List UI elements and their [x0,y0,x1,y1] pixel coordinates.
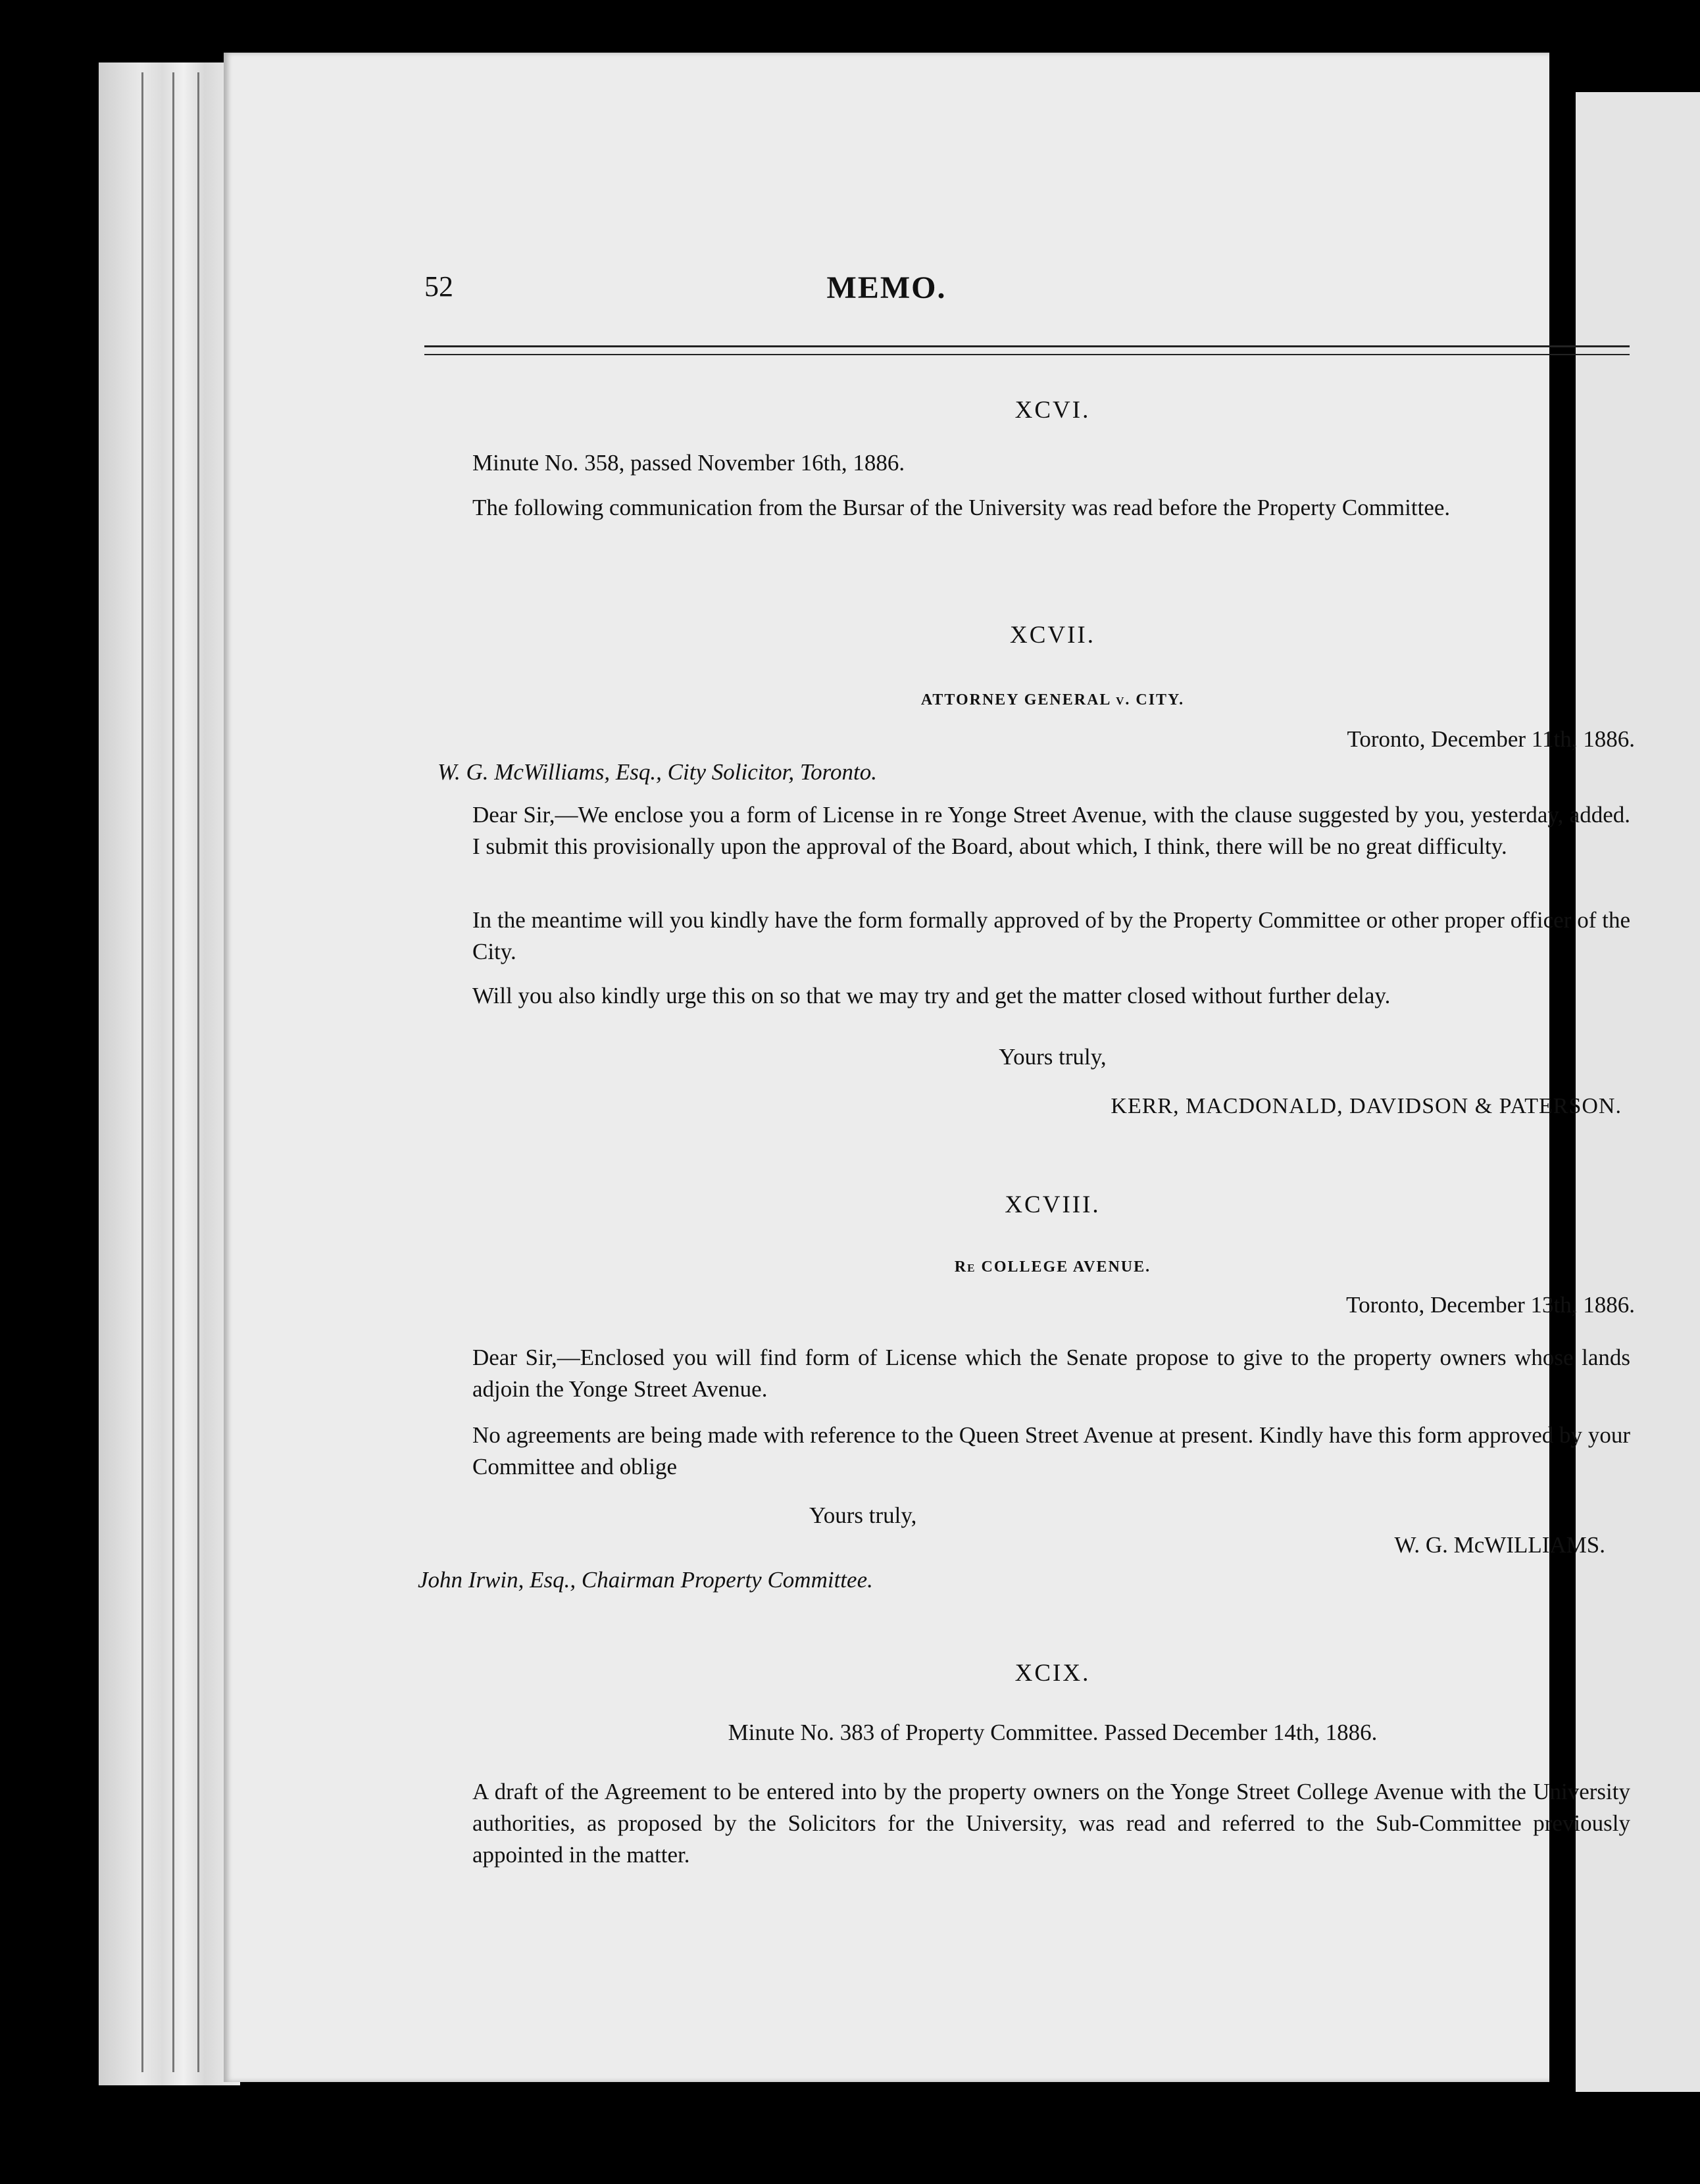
paragraph: A draft of the Agreement to be entered into by the property owners on the Yonge Street College Avenue with the University authorities, as proposed by the Solicitors for the University, was read and referred to the Sub-Committee previously appointed in the matter. [472,1779,1630,1868]
section-heading: XCIX. [1014,1660,1091,1687]
place-date: Toronto, December 13th, 1886. [1346,1292,1635,1318]
running-title: MEMO. [826,270,947,305]
page-edge-line [141,72,143,2072]
header-rule [424,354,1630,355]
letter-closing: Yours truly, [999,1044,1107,1070]
letter-paragraph: Dear Sir,—We enclose you a form of License in re Yonge Street Avenue, with the clause suggested by you, yesterday, added. I submit this provisionally upon the approval of the Board, about which, I think, there will be no great difficulty. [472,802,1630,859]
addressee: John Irwin, Esq., Chairman Property Committee. [418,1567,873,1593]
page-header [224,270,1549,316]
letter-signature: KERR, MACDONALD, DAVIDSON & PATERSON. [1111,1094,1622,1118]
minute-line: Minute No. 358, passed November 16th, 1886. [472,450,905,476]
page-stack-edge [99,62,240,2085]
addressee: W. G. McWilliams, Esq., City Solicitor, Toronto. [438,759,877,785]
page-number: 52 [424,270,453,303]
section-heading: XCVI. [1014,397,1091,424]
page-edge-line [197,72,199,2072]
place-date: Toronto, December 11th, 1886. [1347,726,1635,752]
minute-line: Minute No. 383 of Property Committee. Passed December 14th, 1886. [728,1720,1378,1745]
letter-paragraph: Dear Sir,—Enclosed you will find form of License which the Senate propose to give to the property owners whose lands adjoin the Yonge Street Avenue. [472,1345,1630,1402]
section-subheading: ATTORNEY GENERAL v. CITY. [920,691,1185,708]
letter-paragraph: Will you also kindly urge this on so that we may try and get the matter closed without further delay. [472,983,1391,1008]
letter-closing: Yours truly, [809,1502,917,1528]
letter-signature: W. G. McWILLIAMS. [1394,1532,1605,1558]
section-heading: XCVIII. [1005,1191,1101,1218]
letter-paragraph: No agreements are being made with reference to the Queen Street Avenue at present. Kindly have this form approved by your Committee and oblige [472,1422,1630,1479]
letter-paragraph: In the meantime will you kindly have the form formally approved of by the Property Committee or other proper officer of the City. [472,907,1630,964]
paragraph: The following communication from the Bursar of the University was read before the Property Committee. [472,495,1451,520]
header-rule [424,345,1630,347]
section-heading: XCVII. [1009,622,1095,649]
page-edge-line [172,72,174,2072]
book-page [224,53,1635,2082]
section-subheading: Re COLLEGE AVENUE. [954,1258,1151,1276]
